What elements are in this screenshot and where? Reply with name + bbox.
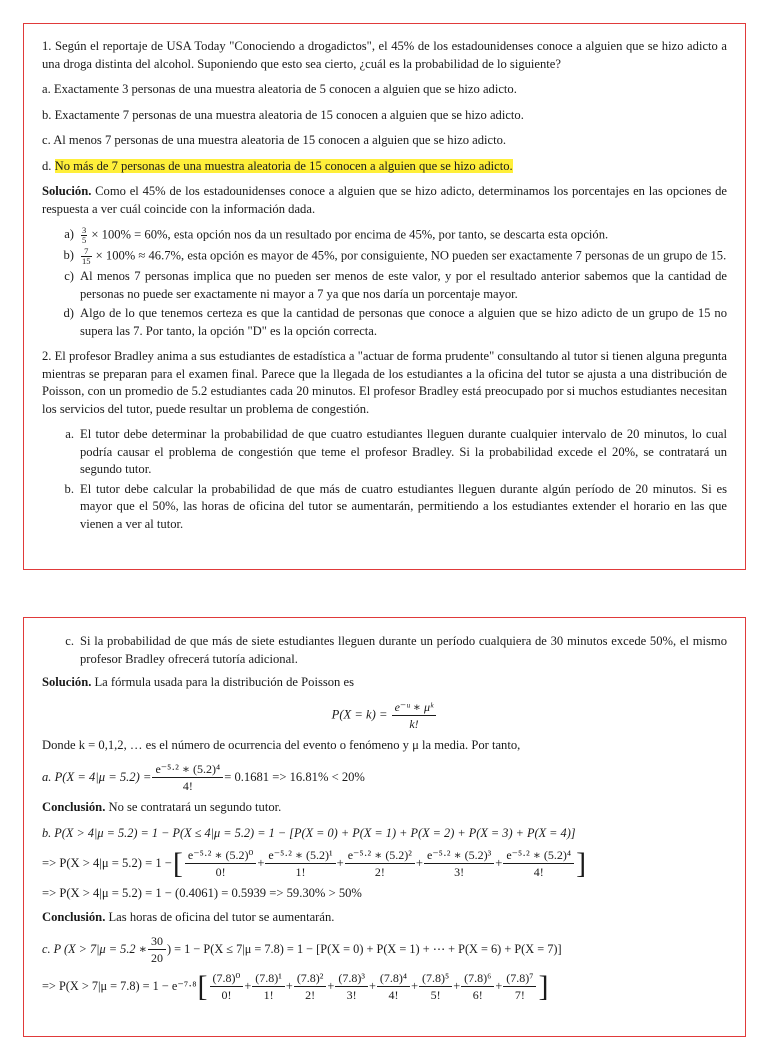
equation-b-1: b. P(X > 4|μ = 5.2) = 1 − P(X ≤ 4|μ = 5.2) = 1 − [P(X = 0) + P(X = 1) + P(X = 2) + P(X = 3) + P(X = 4)]: [42, 825, 576, 840]
question-1-option-a: a. Exactamente 3 personas de una muestra aleatoria de 5 conocen a alguien que se hizo adicto.: [42, 82, 517, 96]
solution-1-item-c: c) Al menos 7 personas implica que no pueden ser menos de este valor, y por el resultado anterior sabemos que la cantidad de personas no puede ser exactamente ni mayor a 7 ya que nos daría un porcentaje mayor.: [64, 269, 727, 301]
solution-label: Solución.: [42, 184, 92, 198]
question-2-item-a: a. El tutor debe determinar la probabilidad de que cuatro estudiantes lleguen durante cualquier intervalo de 20 minutos, lo cual podría causar el problema de congestión que teme el profesor Bradley. Si la probabilidad excede el 20%, se contratará un segundo tutor.: [65, 427, 727, 476]
equation-b-3: => P(X > 4|μ = 5.2) = 1 − (0.4061) = 0.5939 => 59.30% > 50%: [42, 886, 362, 900]
solution-2-intro: Solución. La fórmula usada para la distribución de Poisson es: [42, 675, 354, 689]
page-1: [23, 23, 746, 570]
equation-c-2: => P(X > 7|μ = 7.8) = 1 − e⁻⁷·⁸ [ $\frac{\text{(7.8)⁰}}{0!}$ + $\frac{\text{(7.8)¹}}{1!}$ + $\frac{\text{(7.8)²}}{2!}$ + $\frac{\text{(7.8)³}}{3!}$ + $\frac{\text{(7.8)⁴}}{4!}$ + $\frac{\text{(7.8)⁵}}{5!}$ + $\frac{\text{(7.8)⁶}}{6!}$ + $\frac{\text{(7.8)⁷}}{7!}$ ]: [42, 969, 549, 1003]
question-1-statement: 1. Según el reportaje de USA Today "Conociendo a drogadictos", el 45% de los estadounidenses conoce a alguien que se hizo adicto a una droga distinta del alcohol. Suponiendo que esto sea cierto, ¿cuál es la probabilidad de lo siguiente?: [42, 39, 727, 71]
page-2: [23, 617, 746, 1037]
fraction: $\frac{7}{15}$: [82, 246, 91, 266]
conclusion-b: Conclusión. Las horas de oficina del tutor se aumentarán.: [42, 909, 335, 924]
question-1-option-b: b. Exactamente 7 personas de una muestra aleatoria de 15 conocen a alguien que se hizo adicto.: [42, 107, 524, 122]
fraction: $\frac{3}{5}$: [82, 225, 87, 245]
question-2-list: [42, 426, 727, 533]
formula-explanation: Donde k = 0,1,2, … es el número de ocurrencia del evento o fenómeno y μ la media. Por tanto,: [42, 737, 521, 752]
question-2-statement: 2. El profesor Bradley anima a sus estudiantes de estadística a "actuar de forma prudente" consultando al tutor si tienen alguna pregunta mientras se preparan para el examen final. Parece que la llegada de los estudiantes a la oficina del tutor se ajusta a una distribución de Poisson, con un promedio de 5.2 estudiantes cada 20 minutos. El profesor Bradley está preocupado por si muchos estudiantes necesitan los servicios del tutor, puede resultar un problema de congestión.: [42, 349, 727, 416]
question-2-item-c: c. Si la probabilidad de que más de siete estudiantes lleguen durante un período cualquiera de 30 minutos excede 50%, el mismo profesor Bradley ofrecerá tutoría adicional.: [65, 634, 727, 666]
solution-1-list: [42, 226, 727, 340]
solution-1-intro: Solución. Como el 45% de los estadounidenses conoce a alguien que se hizo adicto, determinamos los porcentajes en las opciones de respuesta a ver cuál coincide con la información dada.: [42, 184, 727, 216]
solution-1-item-a: a) $\frac{3}{5}$ × 100% = 60%, esta opción nos da un resultado por encima de 45%, por tanto, se descarta esta opción.: [64, 225, 609, 245]
question-1-option-c: c. Al menos 7 personas de una muestra aleatoria de 15 conocen a alguien que se hizo adicto.: [42, 133, 507, 147]
conclusion-a: Conclusión. No se contratará un segundo tutor.: [42, 800, 282, 814]
question-2-item-b: b. El tutor debe calcular la probabilidad de que más de cuatro estudiantes lleguen durante algún período de 20 minutos. Si es mayor que el 50%, las horas de oficina del tutor se aumentarán, permitiendo a los estudiantes extender el horario en las que vienen a ver al tutor.: [64, 481, 727, 531]
solution-label: Solución.: [42, 675, 92, 689]
question-2-list-continued: [42, 633, 727, 668]
equation-c-1: c. P (X > 7|μ = 5.2 ∗ $\frac{30}{20}$ ) = 1 − P(X ≤ 7|μ = 7.8) = 1 − [P(X = 0) + P(X = 1) + ⋯ + P(X = 6) + P(X = 7)]: [42, 934, 562, 965]
highlighted-answer: No más de 7 personas de una muestra aleatoria de 15 conocen a alguien que se hizo adicto.: [54, 158, 513, 173]
equation-a: a. P(X = 4|μ = 5.2) = $\frac{\text{e⁻⁵·² ∗ (5.2)⁴}}{4!}$ = 0.1681 => 16.81% < 20%: [42, 762, 365, 793]
poisson-formula: P(X = k) = $\frac{\text{e⁻ᵘ ∗ μᵏ}}{k!}$: [42, 700, 727, 731]
equation-b-2: => P(X > 4|μ = 5.2) = 1 − [ $\frac{\text{e⁻⁵·² ∗ (5.2)⁰}}{0!}$ + $\frac{\text{e⁻⁵·² ∗ (5.2)¹}}{1!}$ + $\frac{\text{e⁻⁵·² ∗ (5.2)²}}{2!}$ + $\frac{\text{e⁻⁵·² ∗ (5.2)³}}{3!}$ + $\frac{\text{e⁻⁵·² ∗ (5.2)⁴}}{4!}$ ]: [42, 846, 587, 880]
solution-1-item-b: b) $\frac{7}{15}$ × 100% ≈ 46.7%, esta opción es mayor de 45%, por consiguiente, NO pueden ser exactamente 7 personas de un grupo de 15.: [63, 246, 727, 266]
solution-1-item-d: d) Algo de lo que tenemos certeza es que la cantidad de personas que conoce a alguien que se hizo adicto de un grupo de 15 no supera las 7. Por tanto, la opción "D" es la opción correcta.: [63, 306, 727, 338]
question-1-option-d: d. No más de 7 personas de una muestra aleatoria de 15 conocen a alguien que se hizo adicto.: [42, 158, 513, 173]
